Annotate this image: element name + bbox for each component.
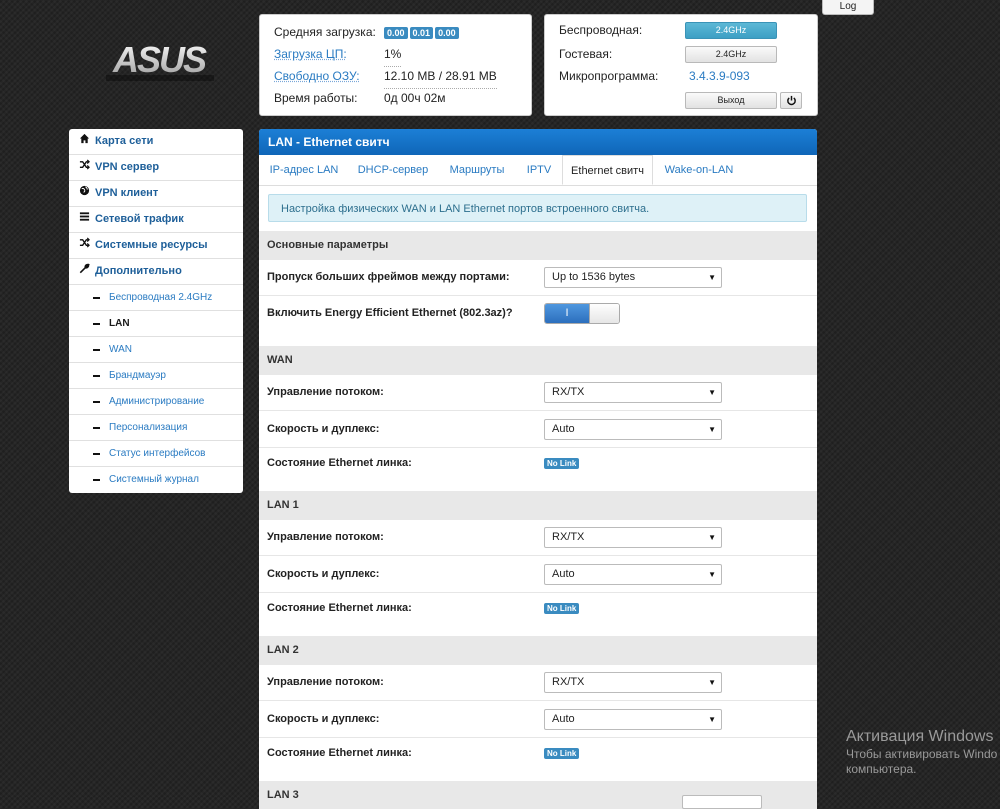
link-status-label: Состояние Ethernet линка: [267, 602, 412, 614]
sidebar-subitem-administration[interactable] [69, 389, 243, 415]
sidebar-item-network-map[interactable] [69, 129, 243, 155]
sidebar-subitem-lan[interactable] [69, 311, 243, 337]
sidebar-subitem-firewall[interactable] [69, 363, 243, 389]
link-status-badge: No Link [544, 603, 579, 614]
list-icon [78, 207, 90, 232]
dash-icon [93, 427, 100, 429]
jumbo-frame-label: Пропуск больших фреймов между портами: [267, 271, 510, 283]
select-value: Auto [552, 568, 575, 580]
link-status-badge: No Link [544, 458, 579, 469]
windows-activation-watermark [846, 727, 1000, 777]
select-value: Up to 1536 bytes [552, 271, 636, 283]
free-ram-value: 12.10 MB / 28.91 MB [384, 65, 497, 89]
tab-ethernet-switch[interactable]: Ethernet свитч [562, 155, 653, 185]
dash-icon [93, 297, 100, 299]
sidebar-item-label: Карта сети [95, 135, 154, 147]
tab-iptv[interactable]: IPTV [526, 164, 552, 176]
dash-icon [93, 401, 100, 403]
log-button[interactable]: Log [822, 0, 874, 15]
sidebar-subitem-wan[interactable] [69, 337, 243, 363]
link-status-badge: No Link [544, 748, 579, 759]
uptime-value: 0д 00ч 02м [384, 91, 446, 105]
asus-logo [102, 44, 217, 84]
select-value: RX/TX [552, 676, 585, 688]
watermark-title: Активация Windows [846, 728, 994, 745]
lan3-select-partial[interactable] [682, 795, 762, 809]
tab-lan-ip[interactable]: IP-адрес LAN [269, 164, 339, 176]
tab-wake-on-lan[interactable]: Wake-on-LAN [664, 164, 734, 176]
lan2-speed-select[interactable] [544, 709, 722, 730]
status-panel-system [259, 14, 532, 116]
uptime-label: Время работы: [274, 91, 358, 105]
guest-label: Гостевая: [559, 47, 613, 61]
lan2-flow-row [259, 665, 817, 701]
sidebar-item-label: VPN сервер [95, 161, 160, 173]
dash-icon [93, 349, 100, 351]
sidebar-subitem-label: LAN [109, 318, 130, 329]
lan1-flow-select[interactable] [544, 527, 722, 548]
svg-text:ASUS: ASUS [112, 44, 206, 80]
speed-duplex-label: Скорость и дуплекс: [267, 568, 380, 580]
select-arrow-icon: ▼ [708, 388, 716, 397]
sidebar-item-traffic[interactable] [69, 207, 243, 233]
select-arrow-icon: ▼ [708, 570, 716, 579]
sidebar-subitem-customization[interactable] [69, 415, 243, 441]
eee-toggle[interactable] [544, 303, 620, 324]
lan1-speed-row [259, 556, 817, 593]
home-icon [78, 129, 90, 154]
section-general: Основные параметры [259, 231, 817, 260]
select-arrow-icon: ▼ [708, 533, 716, 542]
sidebar-item-label: Системные ресурсы [95, 239, 208, 251]
sidebar-subitem-label: Беспроводная 2.4GHz [109, 292, 213, 303]
select-arrow-icon: ▼ [708, 715, 716, 724]
watermark-line-2: компьютера. [846, 762, 917, 776]
sidebar-subitem-wireless[interactable] [69, 285, 243, 311]
jumbo-frame-select[interactable] [544, 267, 722, 288]
lan1-speed-select[interactable] [544, 564, 722, 585]
wan-flow-select[interactable] [544, 382, 722, 403]
shuffle-icon [78, 233, 90, 258]
sidebar-subitem-syslog[interactable] [69, 467, 243, 492]
sidebar-subitem-label: Администрирование [109, 396, 205, 407]
sidebar-item-system-resources[interactable] [69, 233, 243, 259]
firmware-label: Микропрограмма: [559, 69, 659, 83]
section-lan2: LAN 2 [259, 636, 817, 665]
flow-control-label: Управление потоком: [267, 676, 384, 688]
shuffle-icon [78, 155, 90, 180]
select-arrow-icon: ▼ [708, 273, 716, 282]
globe-icon [78, 181, 90, 206]
link-status-label: Состояние Ethernet линка: [267, 457, 412, 469]
firmware-version[interactable]: 3.4.3.9-093 [689, 69, 750, 83]
cpu-load-value: 1% [384, 43, 401, 67]
load-badge-5: 0.01 [410, 27, 434, 39]
sidebar-subitem-label: Персонализация [109, 422, 188, 433]
wan-speed-select[interactable] [544, 419, 722, 440]
cpu-load-link[interactable]: Загрузка ЦП: [274, 47, 347, 61]
lan1-flow-row [259, 520, 817, 556]
wireless-label: Беспроводная: [559, 23, 643, 37]
sidebar-item-label: Сетевой трафик [95, 213, 184, 225]
section-lan1: LAN 1 [259, 491, 817, 520]
sidebar-subitem-interface-status[interactable] [69, 441, 243, 467]
dash-icon [93, 479, 100, 481]
lan2-link-row [259, 738, 817, 781]
sidebar-item-label: VPN клиент [95, 187, 159, 199]
sidebar-subitem-label: Статус интерфейсов [109, 448, 206, 459]
status-panel-wireless [544, 14, 818, 116]
dash-icon [93, 453, 100, 455]
select-value: Auto [552, 423, 575, 435]
dash-icon [93, 323, 100, 325]
section-wan: WAN [259, 346, 817, 375]
sidebar [69, 129, 243, 493]
speed-duplex-label: Скорость и дуплекс: [267, 423, 380, 435]
sidebar-item-advanced[interactable] [69, 259, 243, 285]
speed-duplex-label: Скорость и дуплекс: [267, 713, 380, 725]
watermark-line-1: Чтобы активировать Windo [846, 747, 998, 761]
wan-speed-row [259, 411, 817, 448]
lan2-speed-row [259, 701, 817, 738]
page-title: LAN - Ethernet свитч [259, 129, 817, 155]
wireless-2g-button[interactable]: 2.4GHz [685, 22, 777, 39]
tab-bar [259, 155, 817, 186]
eee-row [259, 296, 817, 346]
lan2-flow-select[interactable] [544, 672, 722, 693]
flow-control-label: Управление потоком: [267, 386, 384, 398]
sidebar-subitem-label: WAN [109, 344, 132, 355]
dash-icon [93, 375, 100, 377]
sidebar-subitem-label: Системный журнал [109, 474, 199, 485]
wan-link-row [259, 448, 817, 491]
select-value: Auto [552, 713, 575, 725]
toggle-knob [589, 304, 620, 323]
flow-control-label: Управление потоком: [267, 531, 384, 543]
load-label: Средняя загрузка: [274, 25, 376, 39]
load-values [384, 21, 461, 43]
power-icon [786, 95, 797, 106]
select-value: RX/TX [552, 386, 585, 398]
toggle-on-indicator: I [545, 304, 589, 323]
guest-2g-button[interactable]: 2.4GHz [685, 46, 777, 63]
load-badge-1: 0.00 [384, 27, 408, 39]
tab-routes[interactable]: Маршруты [449, 164, 505, 176]
link-status-label: Состояние Ethernet линка: [267, 747, 412, 759]
select-arrow-icon: ▼ [708, 678, 716, 687]
sidebar-item-label: Дополнительно [95, 265, 182, 277]
select-value: RX/TX [552, 531, 585, 543]
info-message: Настройка физических WAN и LAN Ethernet портов встроенного свитча. [268, 194, 807, 222]
main-panel [259, 129, 817, 809]
free-ram-link[interactable]: Свободно ОЗУ: [274, 69, 360, 83]
tab-dhcp-server[interactable]: DHCP-сервер [357, 164, 429, 176]
wan-flow-row [259, 375, 817, 411]
sidebar-subitem-label: Брандмауэр [109, 370, 166, 381]
load-badge-15: 0.00 [435, 27, 459, 39]
eee-label: Включить Energy Efficient Ethernet (802.3az)? [267, 307, 513, 319]
section-lan3: LAN 3 [259, 781, 817, 809]
logout-button[interactable]: Выход [685, 92, 777, 109]
select-arrow-icon: ▼ [708, 425, 716, 434]
jumbo-frame-row [259, 260, 817, 296]
sidebar-item-vpn-server[interactable] [69, 155, 243, 181]
reboot-button[interactable] [780, 92, 802, 109]
lan1-link-row [259, 593, 817, 636]
wrench-icon [78, 259, 90, 284]
sidebar-item-vpn-client[interactable] [69, 181, 243, 207]
